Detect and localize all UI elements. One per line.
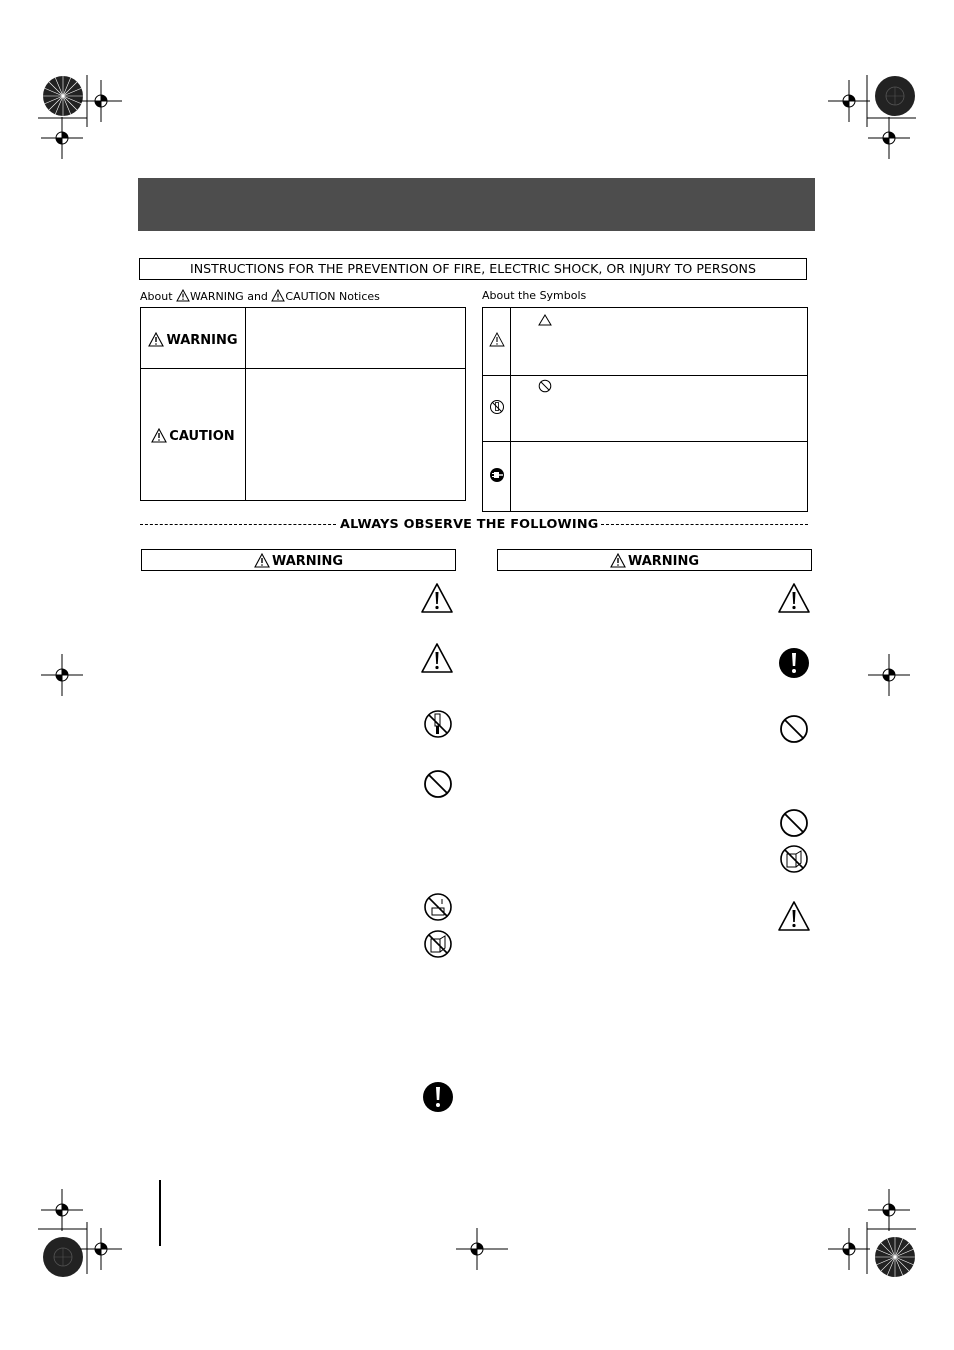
crosshair-mark bbox=[80, 1228, 122, 1270]
about-notices-table bbox=[140, 307, 466, 501]
notice-row-caution bbox=[141, 369, 466, 501]
notice-row-warning bbox=[141, 308, 466, 369]
crosshair-mark bbox=[868, 654, 910, 696]
warning-heading-text: WARNING bbox=[271, 554, 344, 569]
caution-triangle-icon bbox=[777, 582, 811, 614]
warning-triangle-icon bbox=[254, 554, 272, 569]
caution-triangle-icon bbox=[777, 900, 811, 932]
about-symbols-table bbox=[482, 307, 808, 512]
crosshair-mark bbox=[868, 117, 910, 159]
caution-description bbox=[246, 369, 466, 501]
caution-triangle-icon bbox=[420, 582, 454, 614]
warning-column-header-right bbox=[497, 549, 812, 571]
divider-line-right bbox=[601, 524, 808, 525]
always-observe-heading: ALWAYS OBSERVE THE FOLLOWING bbox=[340, 517, 599, 532]
symbol-description bbox=[511, 442, 808, 512]
caption-and: and bbox=[247, 290, 268, 303]
warning-triangle-icon bbox=[148, 333, 166, 348]
unplug-icon bbox=[489, 468, 505, 487]
prohibition-icon bbox=[423, 769, 453, 799]
warning-triangle-icon bbox=[151, 429, 169, 444]
no-disassembly-icon bbox=[423, 709, 453, 739]
symbol-row bbox=[483, 308, 808, 376]
symbol-row bbox=[483, 376, 808, 442]
caption-caution: CAUTION bbox=[285, 290, 336, 303]
no-disassembly-icon bbox=[489, 400, 505, 419]
no-water-icon bbox=[423, 892, 453, 922]
warning-label bbox=[148, 333, 237, 348]
caption-prefix: About bbox=[140, 290, 173, 303]
caution-label bbox=[151, 429, 234, 444]
mandatory-action-icon bbox=[778, 647, 810, 679]
crosshair-mark bbox=[41, 654, 83, 696]
section-header-bar bbox=[138, 178, 815, 231]
crosshair-mark bbox=[41, 1189, 83, 1231]
crosshair-mark bbox=[828, 1228, 870, 1270]
caption-warning: WARNING bbox=[190, 290, 244, 303]
warning-triangle-icon bbox=[271, 290, 285, 303]
divider-line-left bbox=[140, 524, 336, 525]
warning-triangle-icon bbox=[176, 290, 190, 303]
warning-heading-text: WARNING bbox=[627, 554, 700, 569]
no-liquid-icon bbox=[779, 844, 809, 874]
caution-triangle-icon bbox=[420, 642, 454, 674]
crosshair-mark bbox=[456, 1228, 508, 1270]
warning-column-header-left bbox=[141, 549, 456, 571]
crosshair-mark bbox=[868, 1189, 910, 1231]
small-triangle-icon bbox=[538, 311, 552, 330]
crosshair-mark bbox=[828, 80, 870, 122]
about-notices-caption bbox=[140, 289, 380, 303]
warning-triangle-icon bbox=[610, 554, 628, 569]
prohibition-icon bbox=[779, 714, 809, 744]
mandatory-action-icon bbox=[422, 1081, 454, 1113]
page-margin-rule bbox=[159, 1180, 161, 1246]
warning-label-text: WARNING bbox=[166, 332, 238, 348]
caution-label-text: CAUTION bbox=[169, 429, 235, 444]
about-symbols-caption: About the Symbols bbox=[482, 289, 587, 302]
prohibition-icon bbox=[538, 378, 552, 397]
caption-suffix: Notices bbox=[339, 290, 380, 303]
instructions-title: INSTRUCTIONS FOR THE PREVENTION OF FIRE, ELECTRIC SHOCK, OR INJURY TO PERSONS bbox=[139, 258, 807, 280]
no-liquid-icon bbox=[423, 929, 453, 959]
crosshair-mark bbox=[41, 117, 83, 159]
alert-triangle-icon bbox=[489, 332, 505, 351]
crosshair-mark bbox=[80, 80, 122, 122]
prohibition-icon bbox=[779, 808, 809, 838]
symbol-row bbox=[483, 442, 808, 512]
warning-description bbox=[246, 308, 466, 369]
